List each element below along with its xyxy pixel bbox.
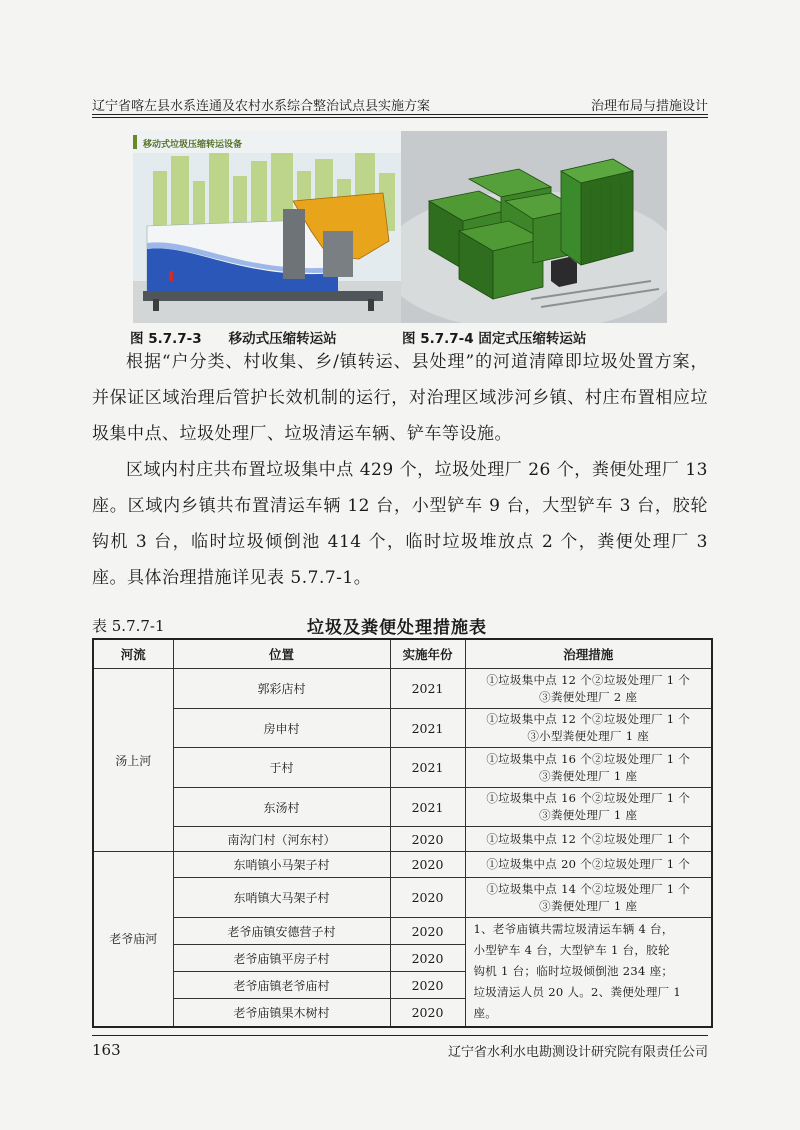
measure-line: 钩机 1 台；临时垃圾倾倒池 234 座；	[473, 964, 674, 979]
measure-line: ③小型粪便处理厂 1 座	[527, 729, 650, 743]
year-cell: 2020	[390, 972, 465, 999]
measure-line: 小型铲车 4 台，大型铲车 1 台，胶轮	[473, 943, 670, 958]
table-row	[93, 788, 712, 827]
shared-measure-cell	[465, 918, 712, 1027]
year-cell: 2020	[390, 827, 465, 852]
location-cell: 东汤村	[173, 788, 390, 827]
measure-cell	[465, 878, 712, 918]
location-cell: 老爷庙镇安德营子村	[173, 918, 390, 945]
measures-table	[92, 638, 713, 1028]
year-cell: 2020	[390, 918, 465, 945]
location-cell: 郭彩店村	[173, 669, 390, 709]
table-row	[93, 827, 712, 852]
table-row	[93, 852, 712, 878]
header-year: 实施年份	[390, 639, 465, 669]
paragraph-1: 根据“户分类、村收集、乡/镇转运、县处理”的河道清障即垃圾处置方案，并保证区域治理后管护长效机制的运行，对治理区域涉河乡镇、村庄布置相应垃圾集中点、垃圾处理厂、垃圾清运车辆、铲车等设施。	[92, 352, 708, 444]
location-cell: 南沟门村（河东村）	[173, 827, 390, 852]
caption-mobile-station: 图 5.7.7-3 移动式压缩转运站	[130, 331, 337, 347]
measure-cell	[465, 788, 712, 827]
table-row	[93, 878, 712, 918]
year-cell: 2021	[390, 709, 465, 748]
measure-cell	[465, 709, 712, 748]
mobile-station-photo	[133, 131, 401, 323]
measure-cell	[465, 852, 712, 878]
sign-text: 移动式垃圾压缩转运设备	[143, 140, 243, 150]
location-cell: 老爷庙镇平房子村	[173, 945, 390, 972]
measure-line: ③粪便处理厂 1 座	[539, 898, 638, 913]
location-cell: 房申村	[173, 709, 390, 748]
footer-rule	[92, 1035, 708, 1036]
running-footer	[92, 1040, 708, 1060]
year-cell: 2021	[390, 788, 465, 827]
table-header-row	[93, 639, 712, 669]
table-row	[93, 918, 712, 945]
location-cell: 东哨镇大马架子村	[173, 878, 390, 918]
measure-cell	[465, 669, 712, 709]
year-cell: 2020	[390, 945, 465, 972]
river-cell: 汤上河	[93, 669, 173, 852]
measure-line: 垃圾清运人员 20 人。2、粪便处理厂 1	[473, 985, 682, 1000]
header-river: 河流	[93, 639, 173, 669]
measure-line: ①垃圾集中点 16 个②垃圾处理厂 1 个	[486, 751, 691, 766]
table-row	[93, 669, 712, 709]
measure-line: ①垃圾集中点 16 个②垃圾处理厂 1 个	[486, 791, 691, 805]
measure-line: ①垃圾集中点 14 个②垃圾处理厂 1 个	[486, 881, 691, 896]
table-row	[93, 709, 712, 748]
measure-line: ③粪便处理厂 1 座	[539, 808, 638, 822]
location-cell: 于村	[173, 748, 390, 788]
measure-line: ③粪便处理厂 1 座	[539, 768, 638, 783]
header-location: 位置	[173, 639, 390, 669]
measure-line: ①垃圾集中点 12 个②垃圾处理厂 1 个	[486, 672, 691, 687]
header-measure: 治理措施	[465, 639, 712, 669]
measure-line: ①垃圾集中点 12 个②垃圾处理厂 1 个	[486, 712, 691, 726]
measure-line: 1、老爷庙镇共需垃圾清运车辆 4 台，	[473, 922, 674, 937]
table-number: 表 5.7.7-1	[92, 617, 165, 635]
header-rule-thin	[92, 117, 708, 118]
page-number: 163	[92, 1041, 121, 1059]
year-cell: 2020	[390, 878, 465, 918]
header-rule	[92, 114, 708, 115]
year-cell: 2020	[390, 852, 465, 878]
caption-fixed-station: 图 5.7.7-4 固定式压缩转运站	[402, 331, 587, 347]
measure-cell	[465, 748, 712, 788]
measure-line: ①垃圾集中点 20 个②垃圾处理厂 1 个	[486, 857, 691, 871]
fixed-station-photo	[401, 131, 667, 323]
header-section: 治理布局与措施设计	[590, 99, 708, 114]
table-title: 垃圾及粪便处理措施表	[307, 618, 487, 638]
measure-line: ①垃圾集中点 12 个②垃圾处理厂 1 个	[486, 831, 691, 846]
paragraph-2: 区域内村庄共布置垃圾集中点 429 个，垃圾处理厂 26 个，粪便处理厂 13 座。区域内乡镇共布置清运车辆 12 台，小型铲车 9 台，大型铲车 3 台，胶轮钩机 3 台，临时垃圾倾倒池 414 个，临时垃圾堆放点 2 个，粪便处理厂 3 座。具体治理措施详见表 5.7.7-1。	[92, 460, 708, 588]
measure-line: ③粪便处理厂 2 座	[539, 689, 638, 704]
year-cell: 2021	[390, 748, 465, 788]
location-cell: 老爷庙镇老爷庙村	[173, 972, 390, 999]
header-title: 辽宁省喀左县水系连通及农村水系综合整治试点县实施方案	[92, 99, 431, 114]
institute-name: 辽宁省水利水电勘测设计研究院有限责任公司	[447, 1044, 708, 1060]
year-cell: 2020	[390, 999, 465, 1027]
table-row	[93, 748, 712, 788]
location-cell: 老爷庙镇果木树村	[173, 999, 390, 1027]
river-cell: 老爷庙河	[93, 852, 173, 1027]
measure-cell	[465, 827, 712, 852]
running-header	[92, 92, 708, 114]
year-cell: 2021	[390, 669, 465, 709]
location-cell: 东哨镇小马架子村	[173, 852, 390, 878]
measure-line: 座。	[473, 1006, 498, 1021]
table-caption	[92, 613, 708, 637]
